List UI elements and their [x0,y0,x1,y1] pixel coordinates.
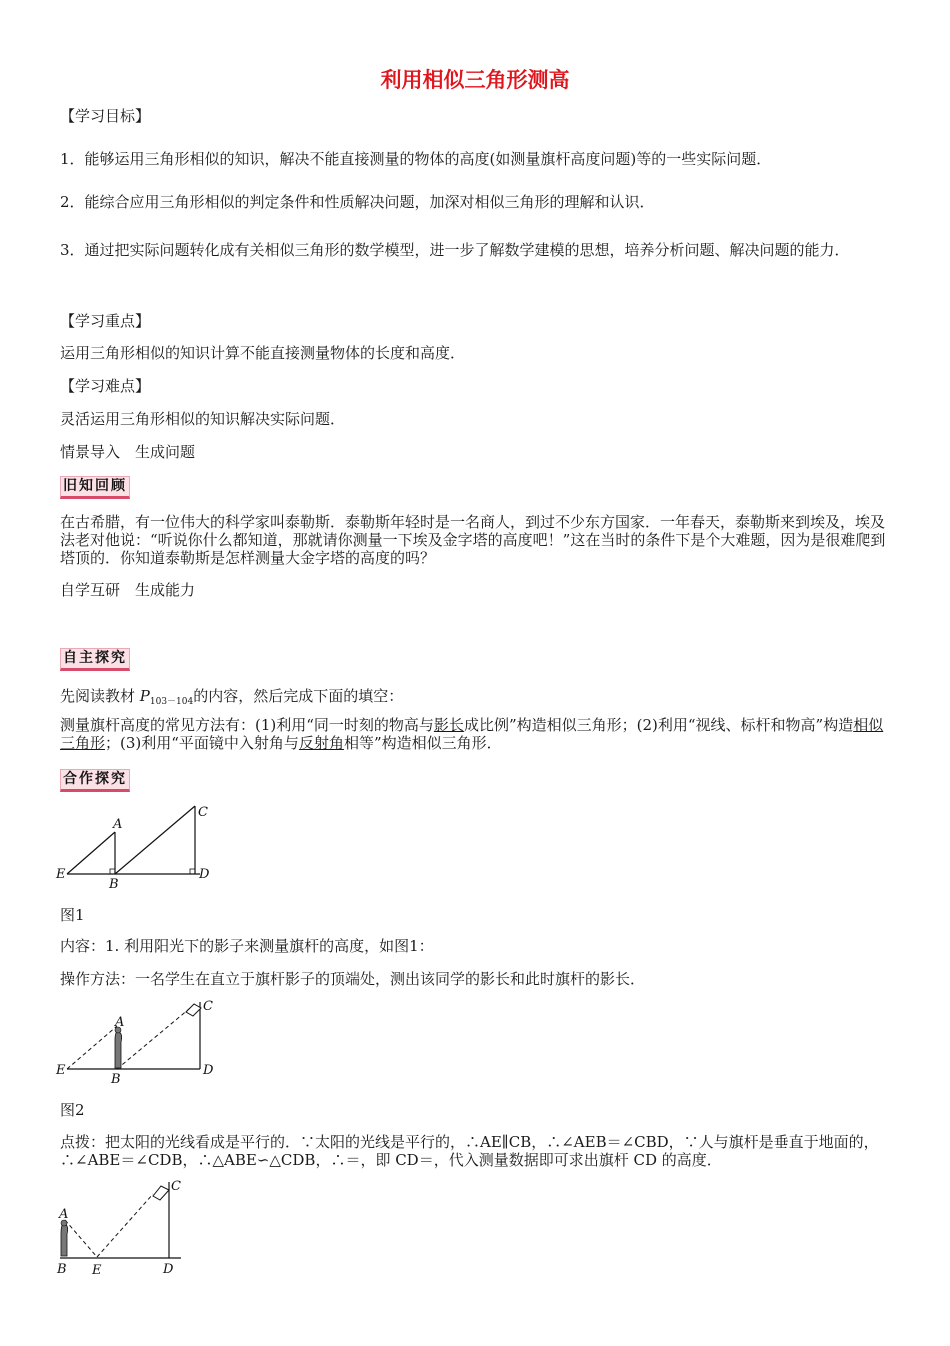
figure-3 [55,1176,195,1280]
read-instruction: 先阅读教材 $P_{103-104}$的内容，然后完成下面的填空： [60,687,404,707]
point-label: A [115,1015,125,1030]
goal-item: 3．通过把实际问题转化成有关相似三角形的数学模型，进一步了解数学建模的思想，培养分析问题、解决问题的能力． [60,241,850,259]
key-text: 运用三角形相似的知识计算不能直接测量物体的长度和高度． [60,344,466,362]
figure-1 [55,800,215,892]
point-label: B [109,877,119,892]
goals-heading: 【学习目标】 [60,107,151,125]
point-label: C [198,805,208,820]
goal-item: 1．能够运用三角形相似的知识，解决不能直接测量的物体的高度(如测量旗杆高度问题)等的一些实际问题． [60,150,772,168]
method-text: 操作方法：一名学生在直立于旗杆影子的顶端处，测出该同学的影长和此时旗杆的影长． [60,970,646,988]
blank-answer: 反射角 [298,734,344,752]
point-label: D [163,1262,174,1277]
point-label: A [59,1207,69,1222]
methods-text: 测量旗杆高度的常见方法有：(1)利用“同一时刻的物高与影长成比例”构造相似三角形；(2)利用“视线、标杆和物高”构造相似三角形；(3)利用“平面镜中入射角与反射角相等”构造相似三角形． [60,716,884,752]
tag-review: 旧知回顾 [60,476,130,499]
point-label: D [203,1063,214,1078]
blank-answer: 影长 [433,716,464,734]
blank-answer: 相似三角形 [60,716,884,752]
section-heading: 自学互研 生成能力 [60,581,196,599]
tag-self-study: 自主探究 [60,648,130,671]
figure-2 [55,996,220,1088]
page-title: 利用相似三角形测高 [380,68,570,92]
point-label: B [111,1072,121,1087]
point-label: E [56,867,66,882]
story-text: 在古希腊，有一位伟大的科学家叫泰勒斯．泰勒斯年轻时是一名商人，到过不少东方国家．一年春天，泰勒斯来到埃及，埃及法老对他说：“听说你什么都知道，那就请你测量一下埃及金字塔的高度吧！”这在当时的条件下是个大难题，因为是很难爬到塔顶的．你知道泰勒斯是怎样测量大金字塔的高度的吗？ [60,513,886,567]
point-label: B [57,1262,67,1277]
point-label: E [92,1263,102,1278]
point-label: D [199,867,210,882]
hint-text: 点拨：把太阳的光线看成是平行的．∵太阳的光线是平行的，∴AE∥CB，∴∠AEB＝∠CBD，∵人与旗杆是垂直于地面的，∴∠ABE＝∠CDB，∴△ABE∽△CDB，∴＝，即 CD＝，代入测量数据即可求出旗杆 CD 的高度． [60,1133,879,1169]
point-label: C [203,999,213,1014]
section-heading: 情景导入 生成问题 [60,443,196,461]
figure-caption: 图1 [60,906,85,924]
difficult-heading: 【学习难点】 [60,377,151,395]
goal-item: 2．能综合应用三角形相似的判定条件和性质解决问题，加深对相似三角形的理解和认识． [60,193,655,211]
content-text: 内容：1. 利用阳光下的影子来测量旗杆的高度，如图1： [60,937,434,955]
tag-cooperation: 合作探究 [60,769,130,792]
figure-caption: 图2 [60,1101,85,1119]
key-heading: 【学习重点】 [60,312,151,330]
difficult-text: 灵活运用三角形相似的知识解决实际问题． [60,410,346,428]
point-label: A [113,817,123,832]
point-label: E [56,1063,66,1078]
point-label: C [171,1179,181,1194]
